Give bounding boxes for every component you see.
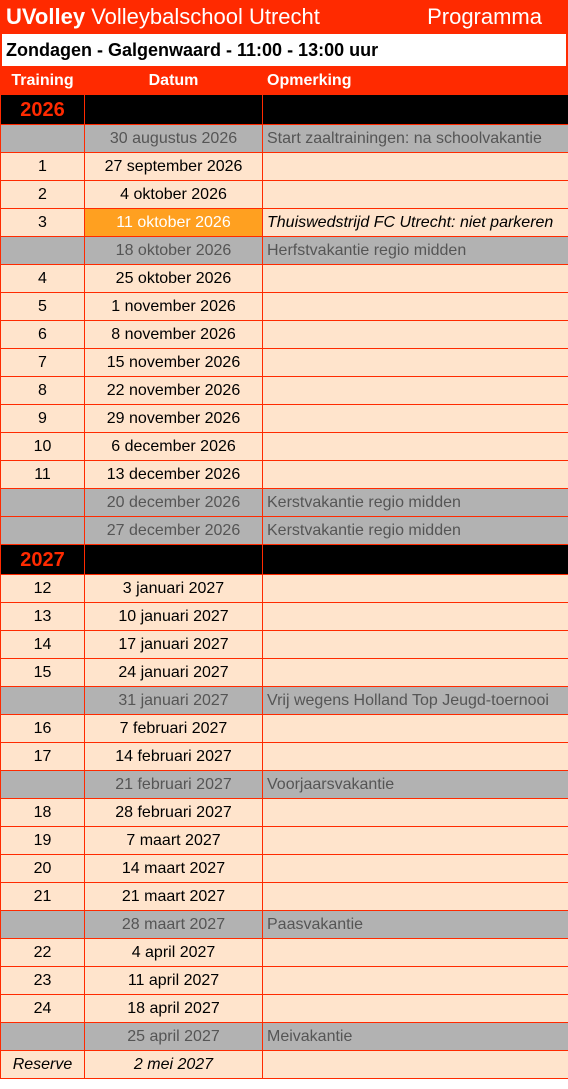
- brand-name: UVolley: [6, 4, 86, 29]
- table-row: [1, 939, 568, 967]
- date-cell: 1 november 2026: [85, 293, 263, 321]
- note-cell: Start zaaltrainingen: na schoolvakantie: [263, 125, 568, 153]
- date-cell: 22 november 2026: [85, 377, 263, 405]
- training-number-cell: 9: [1, 405, 85, 433]
- date-cell: 31 januari 2027: [85, 687, 263, 715]
- note-cell: [263, 545, 568, 575]
- date-cell: 8 november 2026: [85, 321, 263, 349]
- note-cell: [263, 181, 568, 209]
- training-number-cell: 13: [1, 603, 85, 631]
- note-cell: [263, 293, 568, 321]
- page-title: [6, 4, 320, 30]
- date-cell: 28 maart 2027: [85, 911, 263, 939]
- date-cell: 4 oktober 2026: [85, 181, 263, 209]
- training-number-cell: 14: [1, 631, 85, 659]
- training-number-cell: 7: [1, 349, 85, 377]
- date-cell: 29 november 2026: [85, 405, 263, 433]
- table-row: [1, 461, 568, 489]
- table-row: [1, 265, 568, 293]
- date-cell: 18 april 2027: [85, 995, 263, 1023]
- table-row: [1, 575, 568, 603]
- training-number-cell: 15: [1, 659, 85, 687]
- table-row: [1, 995, 568, 1023]
- table-row: [1, 405, 568, 433]
- vacation-row: [1, 237, 568, 265]
- training-number-cell: 22: [1, 939, 85, 967]
- date-cell: 14 februari 2027: [85, 743, 263, 771]
- date-cell: 17 januari 2027: [85, 631, 263, 659]
- note-cell: [263, 659, 568, 687]
- training-number-cell: Reserve: [1, 1051, 85, 1079]
- note-cell: [263, 377, 568, 405]
- training-number-cell: 11: [1, 461, 85, 489]
- title-bar: [0, 0, 568, 34]
- vacation-row: [1, 771, 568, 799]
- date-cell: 28 februari 2027: [85, 799, 263, 827]
- note-cell: [263, 743, 568, 771]
- note-cell: [263, 405, 568, 433]
- school-name: Volleybalschool Utrecht: [91, 4, 320, 29]
- note-cell: [263, 967, 568, 995]
- training-number-cell: 2: [1, 181, 85, 209]
- note-cell: [263, 799, 568, 827]
- date-cell: 11 oktober 2026: [85, 209, 263, 237]
- year-row: [1, 95, 568, 125]
- note-cell: Vrij wegens Holland Top Jeugd-toernooi: [263, 687, 568, 715]
- year-label: 2026: [1, 95, 85, 125]
- date-cell: 10 januari 2027: [85, 603, 263, 631]
- training-number-cell: [1, 1023, 85, 1051]
- training-number-cell: 4: [1, 265, 85, 293]
- table-row: [1, 715, 568, 743]
- column-header-note: Opmerking: [263, 67, 568, 95]
- section-label: Programma: [427, 4, 542, 29]
- date-cell: 2 mei 2027: [85, 1051, 263, 1079]
- date-cell: 24 januari 2027: [85, 659, 263, 687]
- table-row: [1, 743, 568, 771]
- date-cell: 21 februari 2027: [85, 771, 263, 799]
- note-cell: [263, 603, 568, 631]
- table-row: [1, 799, 568, 827]
- date-cell: 25 oktober 2026: [85, 265, 263, 293]
- note-cell: [263, 855, 568, 883]
- training-number-cell: [1, 517, 85, 545]
- training-number-cell: 24: [1, 995, 85, 1023]
- date-cell: 4 april 2027: [85, 939, 263, 967]
- training-number-cell: 8: [1, 377, 85, 405]
- note-cell: [263, 1051, 568, 1079]
- column-header-date: Datum: [85, 67, 263, 95]
- date-cell: 3 januari 2027: [85, 575, 263, 603]
- date-cell: 14 maart 2027: [85, 855, 263, 883]
- table-row: [1, 1051, 568, 1079]
- date-cell: 11 april 2027: [85, 967, 263, 995]
- note-cell: [263, 95, 568, 125]
- training-number-cell: 16: [1, 715, 85, 743]
- date-cell: [85, 545, 263, 575]
- training-number-cell: 12: [1, 575, 85, 603]
- note-cell: [263, 715, 568, 743]
- date-cell: 30 augustus 2026: [85, 125, 263, 153]
- note-cell: Voorjaarsvakantie: [263, 771, 568, 799]
- date-cell: 21 maart 2027: [85, 883, 263, 911]
- table-row: [1, 349, 568, 377]
- note-cell: [263, 995, 568, 1023]
- date-cell: 18 oktober 2026: [85, 237, 263, 265]
- note-cell: [263, 631, 568, 659]
- note-cell: [263, 349, 568, 377]
- vacation-row: [1, 687, 568, 715]
- note-cell: Meivakantie: [263, 1023, 568, 1051]
- training-number-cell: [1, 771, 85, 799]
- training-number-cell: [1, 489, 85, 517]
- note-cell: Kerstvakantie regio midden: [263, 489, 568, 517]
- training-number-cell: 19: [1, 827, 85, 855]
- training-number-cell: 23: [1, 967, 85, 995]
- note-cell: [263, 883, 568, 911]
- training-number-cell: 10: [1, 433, 85, 461]
- date-cell: 27 december 2026: [85, 517, 263, 545]
- date-cell: 7 februari 2027: [85, 715, 263, 743]
- table-row: [1, 967, 568, 995]
- table-row: [1, 293, 568, 321]
- training-number-cell: 3: [1, 209, 85, 237]
- note-cell: [263, 265, 568, 293]
- training-number-cell: 17: [1, 743, 85, 771]
- date-cell: 6 december 2026: [85, 433, 263, 461]
- table-row: [1, 603, 568, 631]
- vacation-row: [1, 125, 568, 153]
- year-label: 2027: [1, 545, 85, 575]
- note-cell: Thuiswedstrijd FC Utrecht: niet parkeren: [263, 209, 568, 237]
- note-cell: Herfstvakantie regio midden: [263, 237, 568, 265]
- table-row: [1, 659, 568, 687]
- note-cell: [263, 153, 568, 181]
- vacation-row: [1, 1023, 568, 1051]
- date-cell: 27 september 2026: [85, 153, 263, 181]
- training-number-cell: [1, 125, 85, 153]
- note-cell: [263, 433, 568, 461]
- schedule-table: [0, 66, 568, 1079]
- year-row: [1, 545, 568, 575]
- vacation-row: [1, 517, 568, 545]
- table-row: [1, 827, 568, 855]
- table-row: [1, 153, 568, 181]
- training-number-cell: [1, 911, 85, 939]
- training-number-cell: 1: [1, 153, 85, 181]
- note-cell: Paasvakantie: [263, 911, 568, 939]
- training-number-cell: [1, 687, 85, 715]
- date-cell: 7 maart 2027: [85, 827, 263, 855]
- training-number-cell: 21: [1, 883, 85, 911]
- table-row: [1, 433, 568, 461]
- note-cell: [263, 461, 568, 489]
- date-cell: [85, 95, 263, 125]
- date-cell: 20 december 2026: [85, 489, 263, 517]
- table-row: [1, 209, 568, 237]
- note-cell: [263, 939, 568, 967]
- table-row: [1, 181, 568, 209]
- date-cell: 25 april 2027: [85, 1023, 263, 1051]
- table-row: [1, 883, 568, 911]
- vacation-row: [1, 911, 568, 939]
- date-cell: 15 november 2026: [85, 349, 263, 377]
- training-number-cell: 6: [1, 321, 85, 349]
- note-cell: [263, 321, 568, 349]
- training-number-cell: [1, 237, 85, 265]
- table-row: [1, 855, 568, 883]
- table-body: [1, 95, 568, 1079]
- schedule-subtitle: Zondagen - Galgenwaard - 11:00 - 13:00 uur: [0, 34, 568, 66]
- note-cell: Kerstvakantie regio midden: [263, 517, 568, 545]
- note-cell: [263, 827, 568, 855]
- training-number-cell: 18: [1, 799, 85, 827]
- table-row: [1, 377, 568, 405]
- training-number-cell: 5: [1, 293, 85, 321]
- vacation-row: [1, 489, 568, 517]
- note-cell: [263, 575, 568, 603]
- column-header-training: Training: [1, 67, 85, 95]
- training-number-cell: 20: [1, 855, 85, 883]
- table-row: [1, 321, 568, 349]
- table-row: [1, 631, 568, 659]
- date-cell: 13 december 2026: [85, 461, 263, 489]
- table-header-row: [1, 67, 568, 95]
